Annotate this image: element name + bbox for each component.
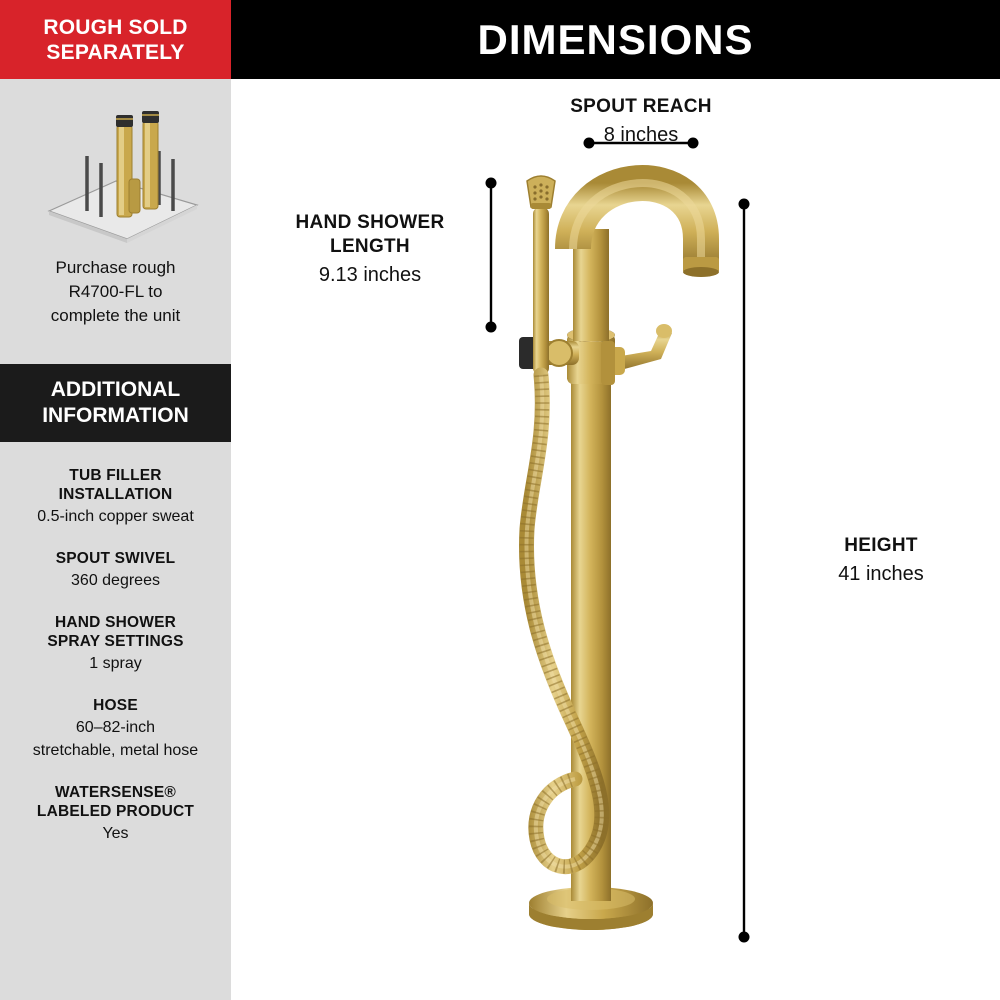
spec-value: 0.5-inch copper sweat — [37, 508, 194, 525]
spec-label-line2: SPRAY SETTINGS — [47, 633, 184, 650]
sidebar — [0, 0, 231, 1000]
rough-caption — [51, 256, 180, 328]
additional-banner-line1: ADDITIONAL — [50, 378, 181, 401]
spec-value: 1 spray — [89, 655, 142, 672]
rough-valve-image — [31, 93, 201, 248]
hand-shower-label-line1: HAND SHOWER — [295, 212, 445, 233]
spec-value: 60–82-inch — [75, 719, 156, 736]
spec-label-line1: SPOUT SWIVEL — [55, 550, 176, 567]
rough-caption-line1: Purchase rough — [55, 258, 176, 277]
spec-label — [10, 466, 221, 504]
spec-value: 360 degrees — [71, 572, 160, 589]
header-bar — [231, 0, 1000, 79]
product-diagram — [231, 79, 1000, 1000]
spec-label-line1: WATERSENSE® — [55, 784, 176, 801]
additional-banner-line2: INFORMATION — [42, 404, 189, 427]
height-value: 41 inches — [838, 563, 924, 585]
additional-information-panel — [0, 442, 231, 1000]
spec-value: Yes — [102, 825, 129, 842]
spec-item — [10, 466, 221, 527]
page-title: DIMENSIONS — [477, 15, 754, 63]
rough-banner-line2: SEPARATELY — [46, 40, 185, 64]
spec-item — [10, 783, 221, 844]
rough-sold-separately-banner — [0, 0, 231, 79]
spout-reach-value: 8 inches — [603, 124, 679, 146]
spec-label — [10, 613, 221, 651]
height-dimension-label — [771, 534, 991, 587]
spout-reach-label: SPOUT REACH — [570, 96, 712, 117]
spec-value-secondary: stretchable, metal hose — [32, 742, 199, 759]
hand-shower-length-value: 9.13 inches — [318, 264, 422, 286]
rough-caption-line2: R4700-FL to — [68, 282, 163, 301]
spec-item — [10, 549, 221, 591]
spec-label-line1: TUB FILLER — [69, 467, 162, 484]
rough-banner-line1: ROUGH SOLD — [43, 15, 188, 39]
spout-reach-dimension-label — [531, 95, 751, 148]
rough-info-panel — [0, 79, 231, 364]
height-label: HEIGHT — [844, 535, 918, 556]
spec-item — [10, 613, 221, 674]
rough-caption-line3: complete the unit — [50, 306, 181, 325]
spec-label-line2: INSTALLATION — [58, 486, 173, 503]
spec-label — [10, 783, 221, 821]
hand-shower-length-dimension-label — [259, 211, 481, 288]
spec-label-line1: HAND SHOWER — [54, 614, 177, 631]
hand-shower-label-line2: LENGTH — [330, 236, 410, 257]
spec-label — [10, 696, 221, 715]
spec-item — [10, 696, 221, 761]
spec-label-line2: LABELED PRODUCT — [36, 803, 195, 820]
spec-label-line1: HOSE — [93, 697, 138, 714]
spec-label — [10, 549, 221, 568]
additional-information-banner — [0, 364, 231, 442]
